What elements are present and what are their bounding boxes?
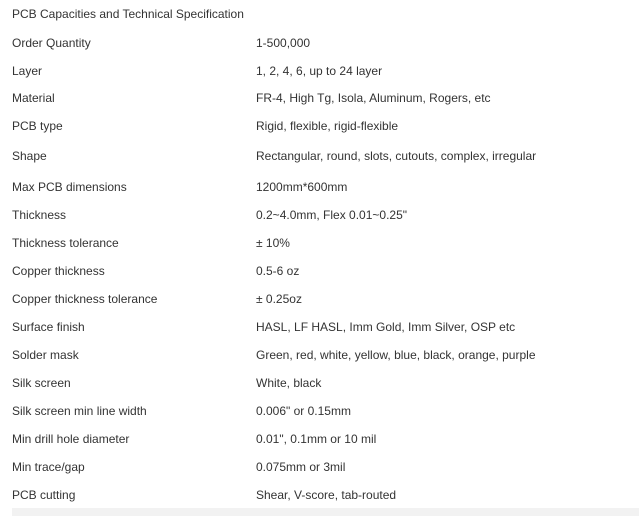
table-footer-divider <box>12 508 639 516</box>
table-row <box>0 232 639 254</box>
table-row <box>0 316 639 338</box>
table-row <box>0 145 639 167</box>
table-row <box>0 115 639 137</box>
row-label: Thickness <box>12 208 67 222</box>
table-title: PCB Capacities and Technical Specification <box>12 7 244 21</box>
row-value: 0.006" or 0.15mm <box>256 404 351 418</box>
row-value: 0.5-6 oz <box>256 264 300 278</box>
row-label: Layer <box>12 64 43 78</box>
row-value: Rigid, flexible, rigid-flexible <box>256 119 399 133</box>
table-row <box>0 87 639 109</box>
row-value: Green, red, white, yellow, blue, black, orange, purple <box>256 348 536 362</box>
table-row <box>0 484 639 506</box>
row-value: ± 0.25oz <box>256 292 302 306</box>
row-value: 1, 2, 4, 6, up to 24 layer <box>256 64 383 78</box>
row-label: Shape <box>12 149 47 163</box>
table-row <box>0 32 639 54</box>
row-label: Copper thickness tolerance <box>12 292 158 306</box>
row-label: Max PCB dimensions <box>12 180 127 194</box>
table-row <box>0 428 639 450</box>
row-label: PCB type <box>12 119 63 133</box>
row-label: Surface finish <box>12 320 85 334</box>
row-value: 1-500,000 <box>256 36 311 50</box>
row-value: 0.01", 0.1mm or 10 mil <box>256 432 377 446</box>
table-row <box>0 456 639 478</box>
row-label: Min trace/gap <box>12 460 85 474</box>
row-label: Material <box>12 91 55 105</box>
table-row <box>0 400 639 422</box>
row-label: Silk screen min line width <box>12 404 147 418</box>
row-value: Rectangular, round, slots, cutouts, complex, irregular <box>256 149 537 163</box>
row-value: ± 10% <box>256 236 290 250</box>
table-row <box>0 260 639 282</box>
row-value: FR-4, High Tg, Isola, Aluminum, Rogers, etc <box>256 91 491 105</box>
row-label: Thickness tolerance <box>12 236 119 250</box>
row-value: 1200mm*600mm <box>256 180 348 194</box>
row-value: HASL, LF HASL, Imm Gold, Imm Silver, OSP etc <box>256 320 516 334</box>
row-label: Solder mask <box>12 348 79 362</box>
row-label: Order Quantity <box>12 36 91 50</box>
table-row <box>0 60 639 82</box>
row-label: Min drill hole diameter <box>12 432 130 446</box>
row-value: White, black <box>256 376 322 390</box>
row-value: Shear, V-score, tab-routed <box>256 488 397 502</box>
row-label: Silk screen <box>12 376 71 390</box>
row-label: PCB cutting <box>12 488 76 502</box>
row-value: 0.2~4.0mm, Flex 0.01~0.25" <box>256 208 408 222</box>
table-row <box>0 204 639 226</box>
table-row <box>0 176 639 198</box>
row-label: Copper thickness <box>12 264 105 278</box>
row-value: 0.075mm or 3mil <box>256 460 346 474</box>
table-row <box>0 344 639 366</box>
table-row <box>0 372 639 394</box>
table-row <box>0 288 639 310</box>
